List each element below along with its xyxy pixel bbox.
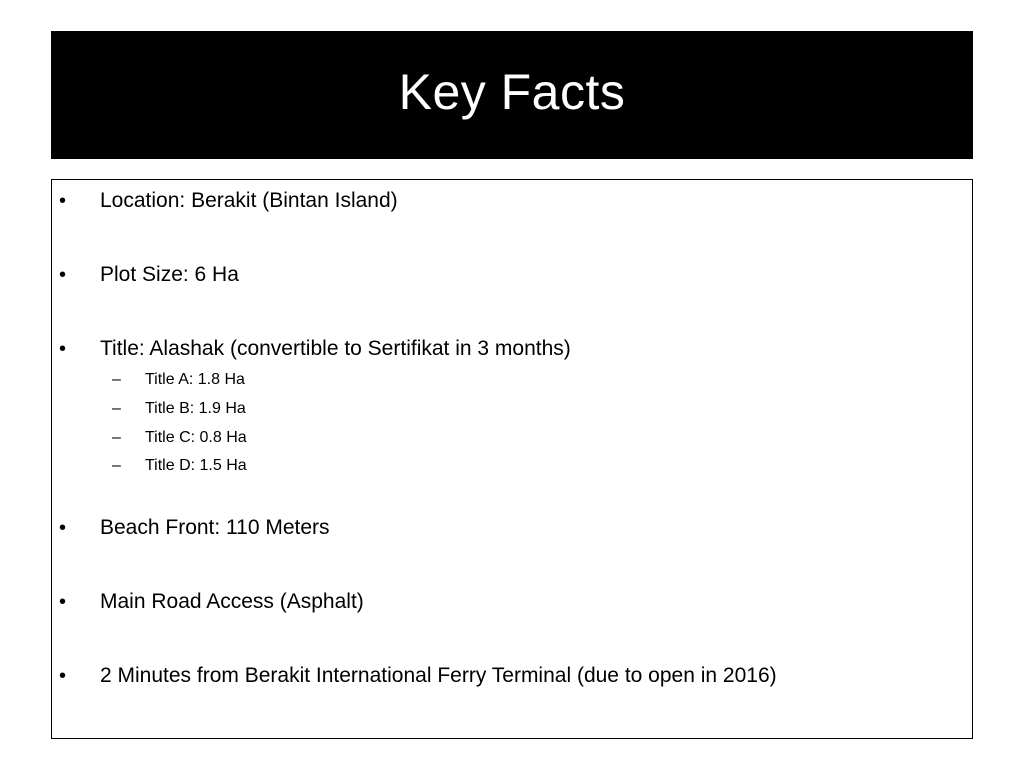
bullet-icon: • <box>59 517 67 539</box>
title-bar <box>51 31 973 159</box>
sub-item-text: Title A: 1.8 Ha <box>145 371 245 388</box>
bullet-text: Beach Front: 110 Meters <box>100 516 330 539</box>
bullet-icon: • <box>59 591 67 613</box>
bullet-text: Location: Berakit (Bintan Island) <box>100 189 398 212</box>
bullet-icon: • <box>59 190 67 212</box>
bullet-text: Title: Alashak (convertible to Sertifikat in 3 months) <box>100 337 571 360</box>
dash-icon: – <box>112 429 121 446</box>
dash-icon: – <box>112 400 121 417</box>
bullet-text: 2 Minutes from Berakit International Ferry Terminal (due to open in 2016) <box>100 664 777 687</box>
dash-icon: – <box>112 457 121 474</box>
bullet-text: Main Road Access (Asphalt) <box>100 590 364 613</box>
bullet-icon: • <box>59 338 67 360</box>
sub-item-text: Title D: 1.5 Ha <box>145 457 247 474</box>
sub-item-text: Title C: 0.8 Ha <box>145 429 247 446</box>
bullet-icon: • <box>59 264 67 286</box>
sub-item-text: Title B: 1.9 Ha <box>145 400 246 417</box>
content-box <box>51 179 973 739</box>
dash-icon: – <box>112 371 121 388</box>
bullet-text: Plot Size: 6 Ha <box>100 263 239 286</box>
bullet-icon: • <box>59 665 67 687</box>
slide-title: Key Facts <box>398 64 626 120</box>
